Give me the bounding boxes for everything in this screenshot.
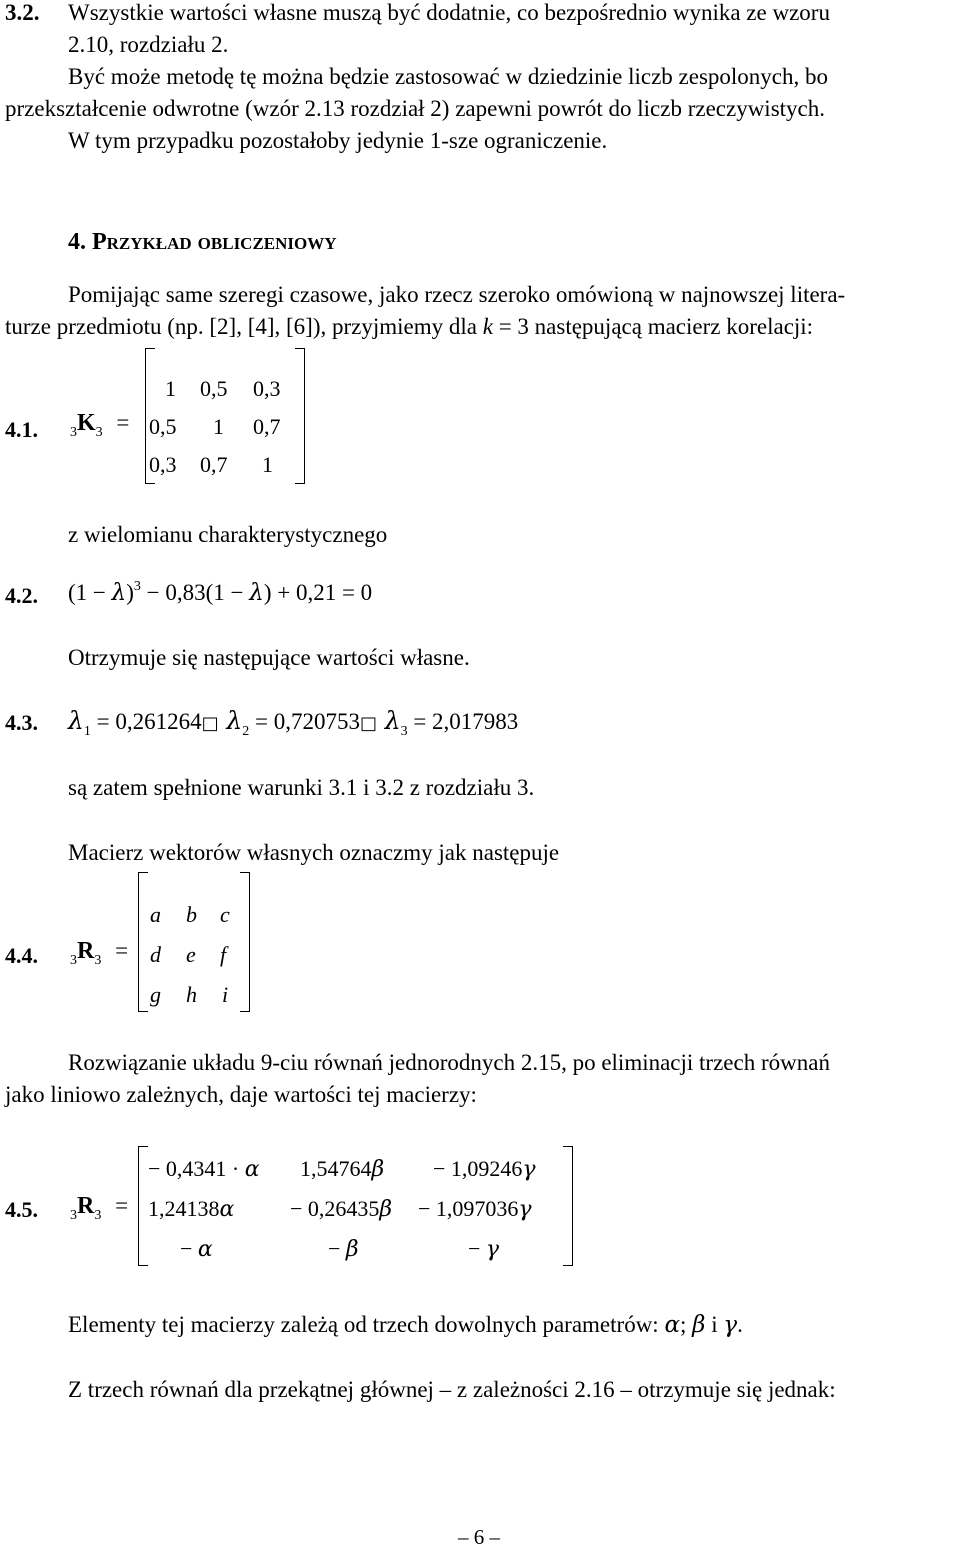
right-bracket [563, 1146, 573, 1266]
equation-number-4-1: 4.1. [5, 417, 38, 442]
matrix-r3-symbolic [138, 872, 250, 1012]
matrix-r3-numeric [138, 1146, 573, 1266]
left-bracket [138, 872, 148, 1012]
eigenvalues: $\lambda_1$ = 0,261264□ $\lambda_2$ = 0,720753□ $\lambda_3 = 2,017983$ [68, 706, 519, 739]
paragraph-line: Z trzech równań dla przekątnej głównej – z zależności 2.16 – otrzymuje się jednak: [68, 1377, 836, 1402]
equation-number-4-3: 4.3. [5, 710, 38, 735]
characteristic-polynomial: $(1 - \lambda)^3 - 0,83(1 - \lambda) + 0,21 = 0$ [68, 579, 373, 606]
missing-glyph: □ [201, 713, 219, 734]
equation-lhs-r3: $_3R_3$ = [70, 1193, 129, 1223]
matrix-cell: b [186, 902, 197, 927]
paragraph-line: 2.10, rozdziału 2. [68, 32, 229, 57]
paragraph-line: jako liniowo zależnych, daje wartości tej macierzy: [5, 1082, 477, 1107]
matrix-cell: − 1,097036γ [418, 1196, 532, 1222]
right-bracket [295, 348, 305, 484]
matrix-cell: 0,7 [253, 414, 281, 439]
matrix-cell: 1,24138α [148, 1196, 235, 1222]
matrix-cell: d [150, 942, 161, 967]
equation-lhs-r3: $_3R_3$ = [70, 938, 129, 968]
equation-number-4-4: 4.4. [5, 943, 38, 968]
section-heading-4: 4. Przykład obliczeniowy [68, 229, 337, 255]
paragraph-line: Wszystkie wartości własne muszą być dodatnie, co bezpośrednio wynika ze wzoru [68, 0, 830, 25]
matrix-cell: − γ [468, 1236, 500, 1262]
equation-number-4-2: 4.2. [5, 583, 38, 608]
matrix-cell: − 1,09246γ [433, 1156, 536, 1182]
matrix-cell: e [186, 942, 196, 967]
matrix-cell: − β [328, 1236, 359, 1262]
matrix-cell: a [150, 902, 161, 927]
paragraph-line: Pomijając same szeregi czasowe, jako rzecz szeroko omówioną w najnowszej litera- [68, 282, 846, 307]
matrix-cell: − 0,4341 · α [148, 1156, 260, 1182]
missing-glyph: □ [359, 713, 377, 734]
paragraph-line: z wielomianu charakterystycznego [68, 522, 388, 547]
matrix-cell: f [220, 942, 227, 967]
matrix-cell: 0,3 [149, 452, 177, 477]
matrix-cell: 0,5 [149, 414, 177, 439]
matrix-cell: 0,5 [200, 376, 228, 401]
section-number-3-2: 3.2. [5, 0, 40, 25]
matrix-cell: − α [180, 1236, 213, 1262]
right-bracket [240, 872, 250, 1012]
matrix-cell: c [220, 902, 230, 927]
page-number: – 6 – [458, 1525, 500, 1549]
paragraph-line: Elementy tej macierzy zależą od trzech dowolnych parametrów: α; β i γ. [68, 1312, 743, 1338]
paragraph-line: są zatem spełnione warunki 3.1 i 3.2 z rozdziału 3. [68, 775, 535, 800]
paragraph-line: Być może metodę tę można będzie zastosować w dziedzinie liczb zespolonych, bo [68, 64, 828, 89]
paragraph-line: Otrzymuje się następujące wartości własne. [68, 645, 470, 670]
matrix-cell: h [186, 982, 197, 1007]
matrix-k3 [145, 348, 305, 484]
matrix-cell: 1 [262, 452, 273, 477]
paragraph-line: Rozwiązanie układu 9-ciu równań jednorodnych 2.15, po eliminacji trzech równań [68, 1050, 830, 1075]
matrix-cell: 0,7 [200, 452, 228, 477]
matrix-cell: i [222, 982, 229, 1007]
paragraph-line: Macierz wektorów własnych oznaczmy jak następuje [68, 840, 560, 865]
equation-number-4-5: 4.5. [5, 1197, 38, 1222]
matrix-cell: − 0,26435β [290, 1196, 393, 1222]
matrix-cell: 1 [213, 414, 224, 439]
paragraph-line: przekształcenie odwrotne (wzór 2.13 rozdział 2) zapewni powrót do liczb rzeczywistych. [5, 96, 825, 121]
matrix-cell: 1,54764β [300, 1156, 385, 1182]
matrix-cell: 1 [165, 376, 176, 401]
paragraph-line: turze przedmiotu (np. [2], [4], [6]), przyjmiemy dla k = 3 następującą macierz korelacji: [5, 314, 814, 339]
left-bracket [138, 1146, 148, 1266]
matrix-cell: 0,3 [253, 376, 281, 401]
equation-lhs-k3: $_3K_3$ = [70, 410, 130, 440]
matrix-cell: g [150, 982, 161, 1007]
paragraph-line: W tym przypadku pozostałoby jedynie 1-sze ograniczenie. [68, 128, 608, 153]
